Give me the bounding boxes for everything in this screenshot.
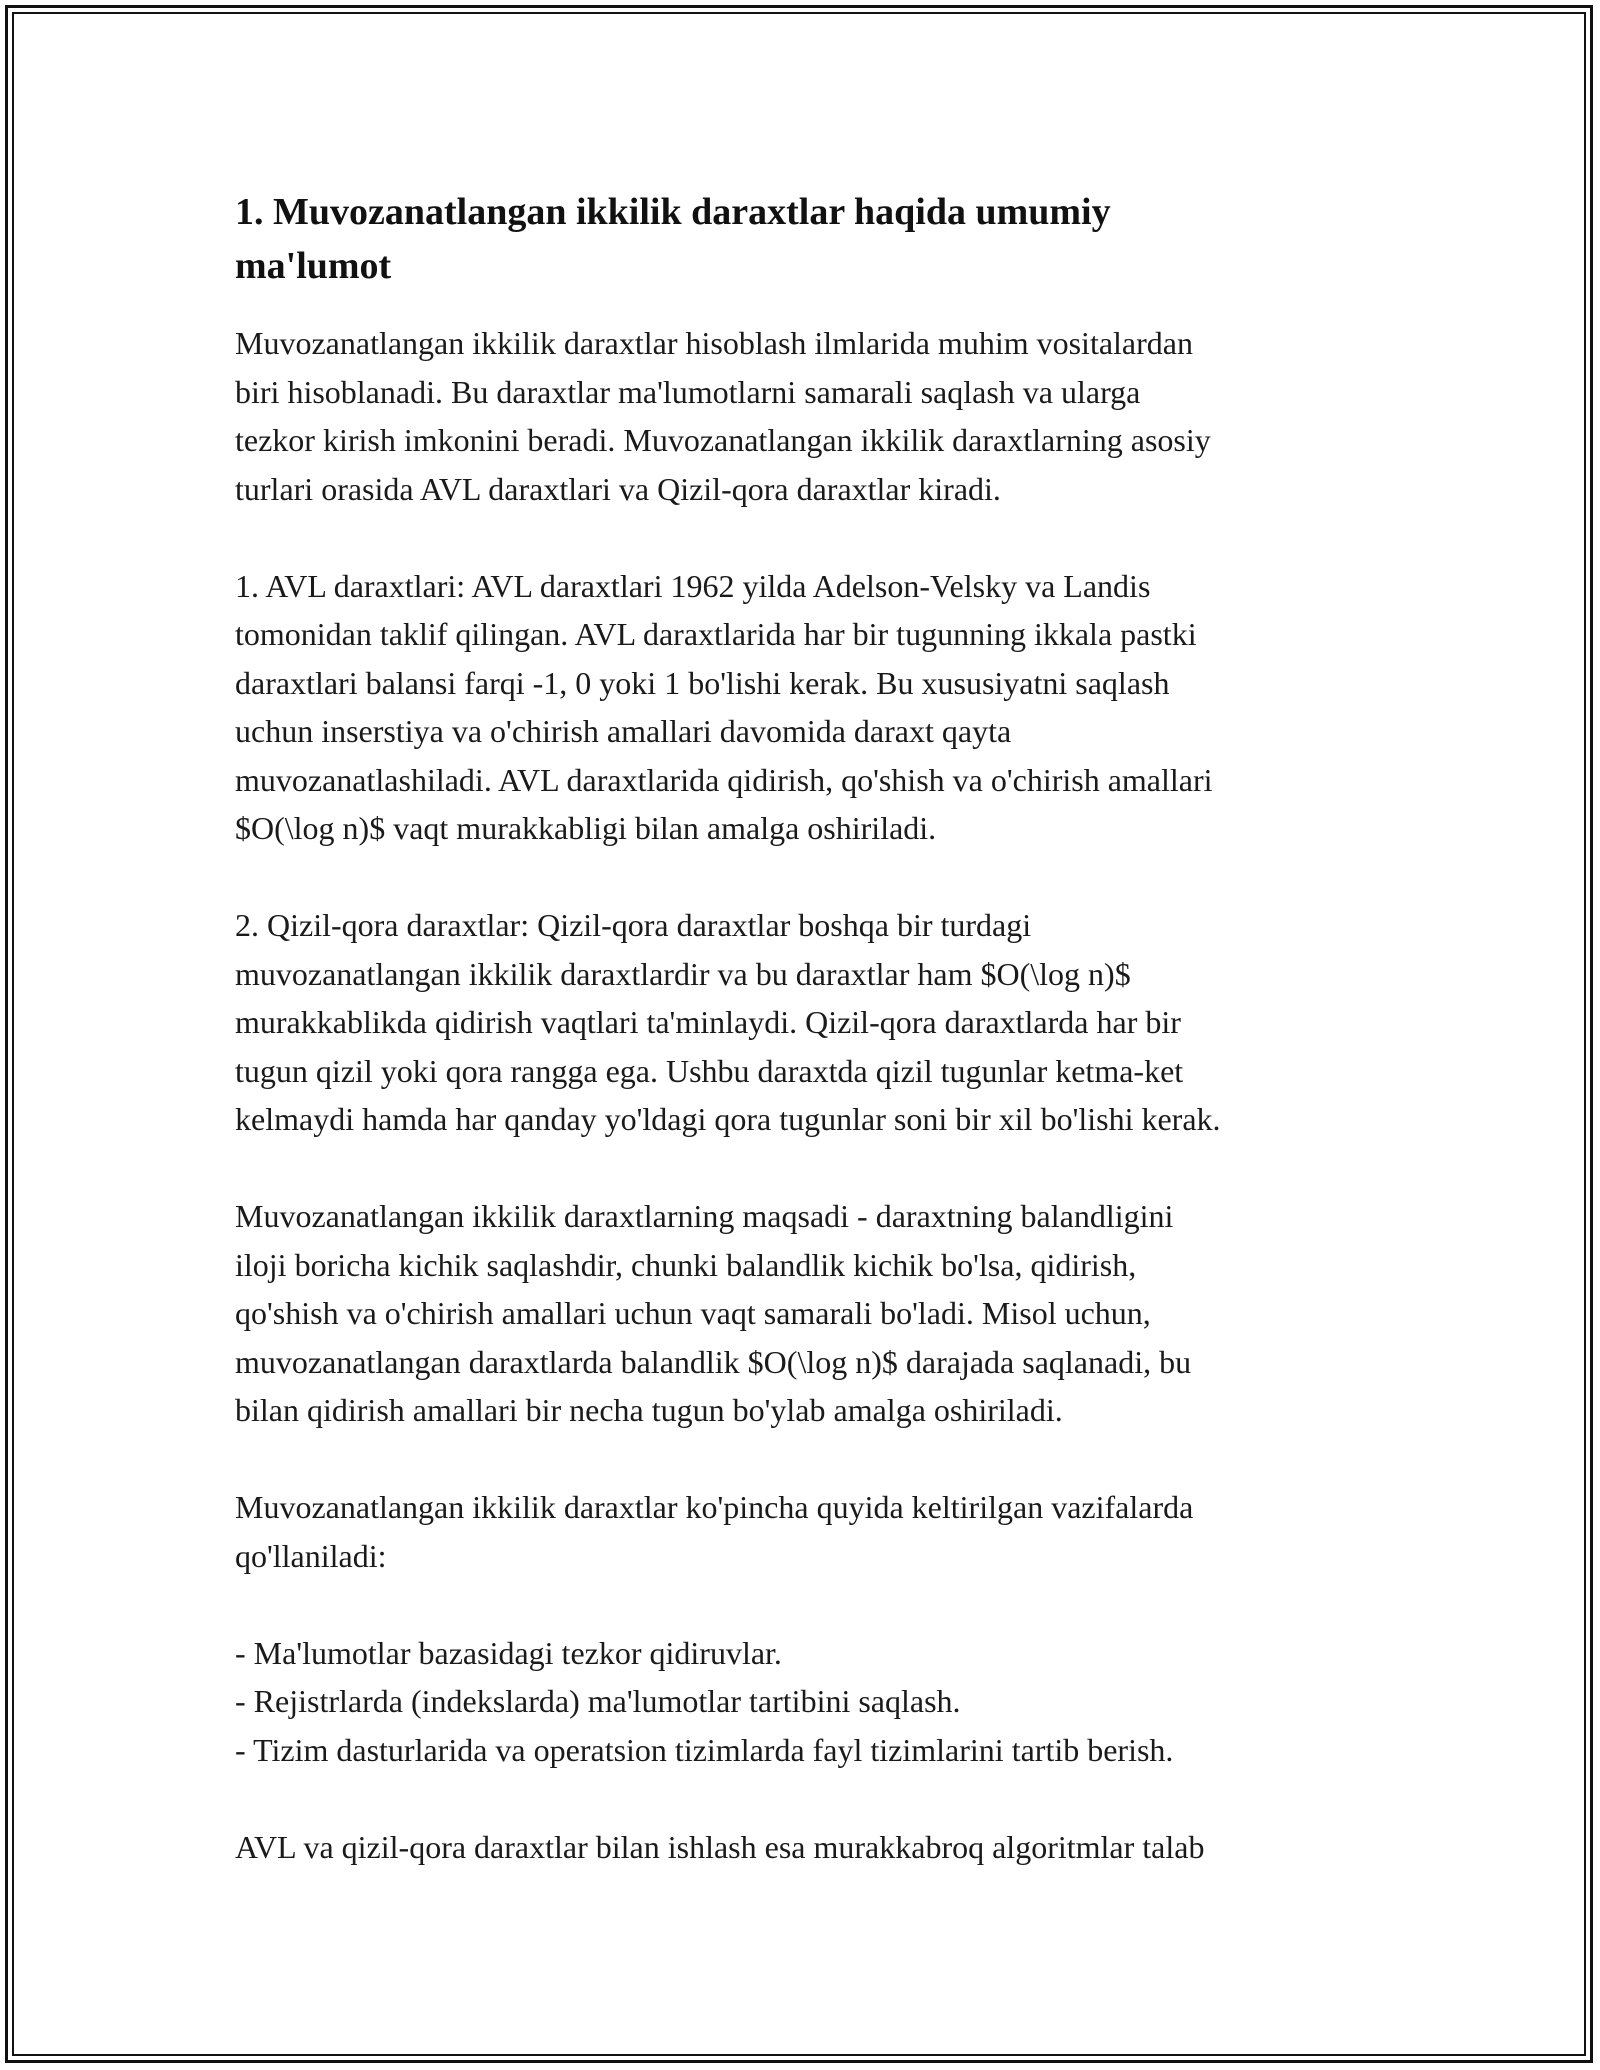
list-item: - Tizim dasturlarida va operatsion tizimlarda fayl tizimlarini tartib berish. [235, 1731, 1174, 1768]
purpose-paragraph: Muvozanatlangan ikkilik daraxtlarning maqsadi - daraxtning balandligini iloji boricha kichik saqlashdir, chunki balandlik kichik bo'lsa, qidirish, qo'shish va o'chirish amallari uchun vaqt samarali bo'ladi. Misol uchun, muvozanatlangan daraxtlarda balandlik $O(\log n)$ darajada saqlanadi, bu bilan qidirish amallari bir necha tugun bo'ylab amalga oshiriladi. [235, 1198, 1192, 1428]
applications-list [235, 1629, 1375, 1775]
section-heading: 1. Muvozanatlangan ikkilik daraxtlar haqida umumiy ma'lumot [235, 191, 1111, 287]
avl-paragraph: 1. AVL daraxtlari: AVL daraxtlari 1962 yilda Adelson-Velsky va Landis tomonidan taklif qilingan. AVL daraxtlarida har bir tugunning ikkala pastki daraxtlari balansi farqi -1, 0 yoki 1 bo'lishi kerak. Bu xususiyatni saqlash uchun inserstiya va o'chirish amallari davomida daraxt qayta muvozanatlashiladi. AVL daraxtlarida qidirish, qo'shish va o'chirish amallari $O(\log n)$ vaqt murakkabligi bilan amalga oshiriladi. [235, 567, 1213, 846]
document-body [235, 185, 1375, 1920]
list-item: - Rejistrlarda (indekslarda) ma'lumotlar tartibini saqlash. [235, 1683, 961, 1719]
applications-paragraph: Muvozanatlangan ikkilik daraxtlar ko'pincha quyida keltirilgan vazifalarda qo'llaniladi: [235, 1489, 1194, 1574]
red-black-paragraph: 2. Qizil-qora daraxtlar: Qizil-qora daraxtlar boshqa bir turdagi muvozanatlangan ikkilik daraxtlardir va bu daraxtlar ham $O(\log n)$ murakkablikda qidirish vaqtlari ta'minlaydi. Qizil-qora daraxtlarda har bir tugun qizil yoki qora rangga ega. Ushbu daraxtda qizil tugunlar ketma-ket kelmaydi hamda har qanday yo'ldagi qora tugunlar soni bir xil bo'lishi kerak. [235, 907, 1221, 1137]
intro-paragraph: Muvozanatlangan ikkilik daraxtlar hisoblash ilmlarida muhim vositalardan biri hisoblanadi. Bu daraxtlar ma'lumotlarni samarali saqlash va ularga tezkor kirish imkonini beradi. Muvozanatlangan ikkilik daraxtlarning asosiy turlari orasida AVL daraxtlari va Qizil-qora daraxtlar kiradi. [235, 325, 1211, 507]
list-item: - Ma'lumotlar bazasidagi tezkor qidiruvlar. [235, 1634, 782, 1671]
closing-paragraph: AVL va qizil-qora daraxtlar bilan ishlash esa murakkabroq algoritmlar talab [235, 1828, 1205, 1865]
